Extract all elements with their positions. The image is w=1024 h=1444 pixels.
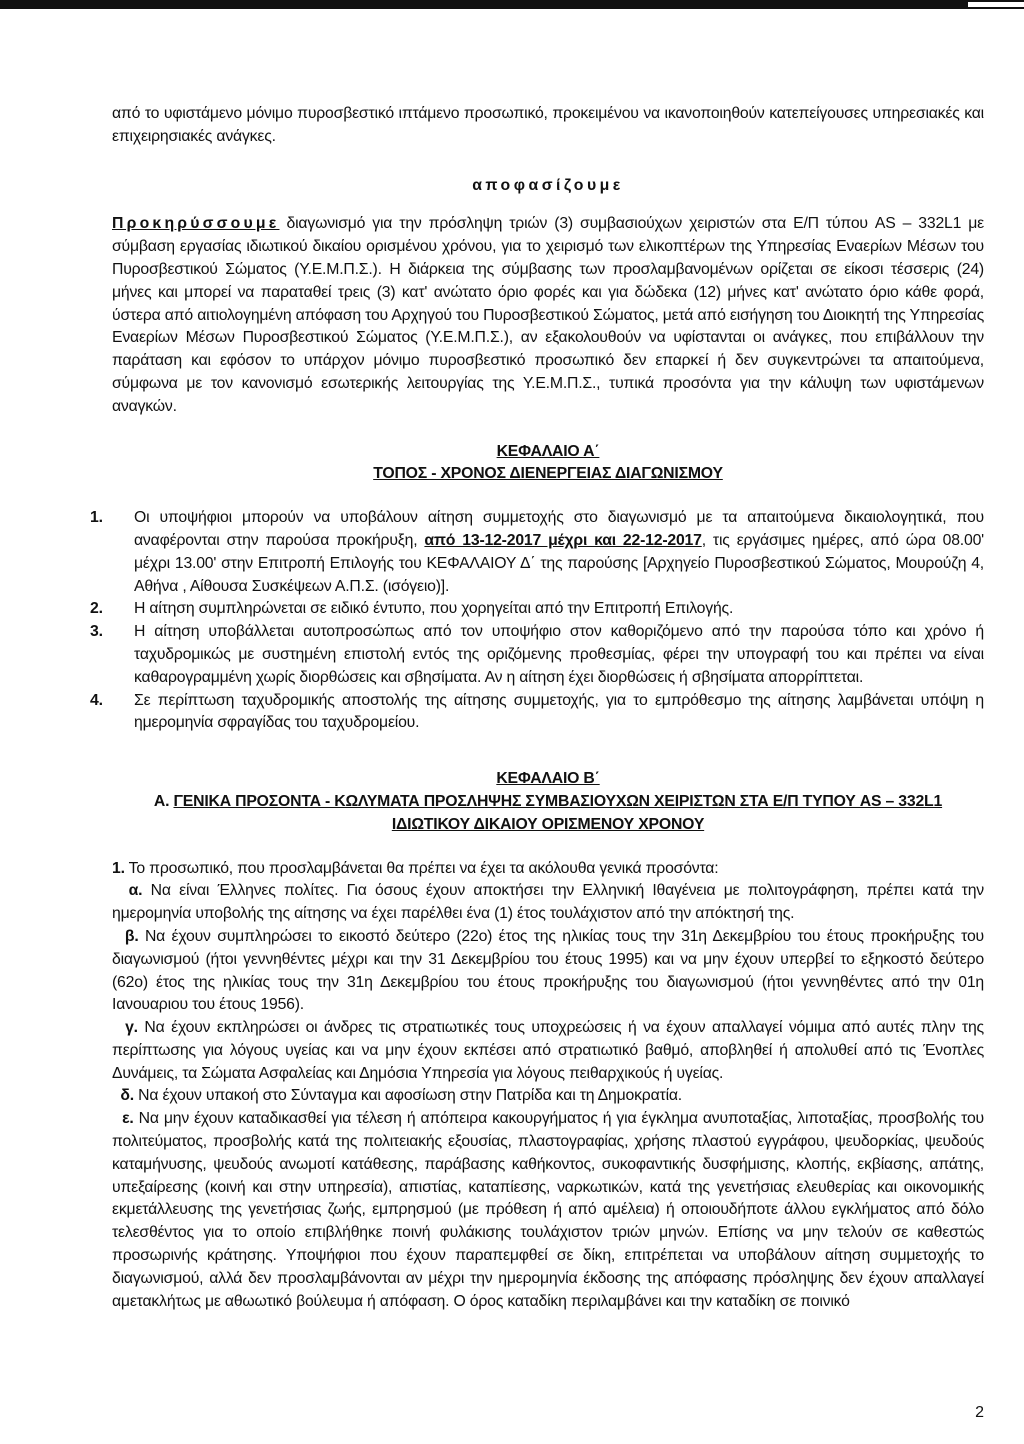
chapter-a-subtitle: ΤΟΠΟΣ - ΧΡΟΝΟΣ ΔΙΕΝΕΡΓΕΙΑΣ ΔΙΑΓΩΝΙΣΜΟΥ [373,465,723,483]
chapter-b-item-delta [112,1085,984,1108]
chapter-b-item-epsilon [112,1108,984,1313]
chapter-a-title: ΚΕΦΑΛΑΙΟ Α΄ [496,442,600,460]
item-number: 3. [90,623,103,641]
scan-top-border-gap [968,2,1024,7]
decision-heading: αποφασίζουμε [472,176,624,194]
chapter-a-item-4 [90,690,984,736]
proclamation-lead: Προκηρύσσουμε [112,215,280,233]
intro-paragraph: από το υφιστάμενο μόνιμο πυροσβεστικό ιπτάμενο προσωπικό, προκειμένου να ικανοποιηθούν κατεπείγουσες υπηρεσιακές και επιχειρησιακές ανάγκες. [112,105,984,145]
item-letter: γ. [125,1019,138,1037]
chapter-a-item-3 [90,621,984,689]
item-text: Η αίτηση συμπληρώνεται σε ειδικό έντυπο, που χορηγείται από την Επιτροπή Επιλογής. [134,600,734,618]
chapter-b-subtitle [112,791,984,814]
item-text: , τις εργάσιμες ημέρες, από ώρα 08.00' μέχρι 13.00' στην Επιτροπή Επιλογής του ΚΕΦΑΛΑΙΟΥ Δ΄ της παρούσης [Αρχηγείο Πυροσβεστικού Σώματος, Μουρούζη 4, Αθήνα , Αίθουσα Συσκέψεων Α.Π.Σ. (ισόγειο)]. [134,531,984,595]
chapter-b-title: ΚΕΦΑΛΑΙΟ Β΄ [496,770,600,788]
item-text: Η αίτηση υποβάλλεται αυτοπροσώπως από τον υποψήφιο στον καθοριζόμενο από την παρούσα τόπο και χρόνο ή ταχυδρομικώς με συστημένη επιστολή εντός της οριζόμενης προθεσμίας, φέρει την υπογραφή του και πρέπει να είναι καθαρογραμμένη χωρίς διορθώσεις και σβησίματα. Αν η αίτηση έχει διορθώσεις ή σβησίματα απορρίπτεται. [134,623,984,686]
chapter-b-item-beta [112,926,984,1017]
item-text: Να έχουν εκπληρώσει οι άνδρες τις στρατιωτικές τους υποχρεώσεις ή να έχουν απαλλαγεί νόμιμα από αυτές πλην της περίπτωσης για λόγους υγείας και να μην έχουν εκπέσει από στρατιωτικό βαθμό, αποβληθεί ή απολυθεί από τις Ένοπλες Δυνάμεις, τα Σώματα Ασφαλείας και Δημόσια Υπηρεσία για λόγους πειθαρχικούς ή υγείας. [112,1019,984,1082]
lead-text: Το προσωπικό, που προσλαμβάνεται θα πρέπει να έχει τα ακόλουθα γενικά προσόντα: [124,859,719,877]
item-number: 4. [90,691,103,709]
item-number: 1. [90,509,103,527]
proclamation-paragraph [112,213,984,418]
item-text: Να μην έχουν καταδικασθεί για τέλεση ή απόπειρα κακουργήματος ή για έγκλημα ανυποταξίας, λιποταξίας, προσβολής του πολιτεύματος, προσβολής κατά της πολιτειακής εξουσίας, πλαστογραφίας, χρήσης πλαστού εγγράφου, ψευδορκίας, ψευδούς καταμήνυσης, ψευδούς ανωμοτί κατάθεσης, παράβασης καθήκοντος, συκοφαντικής δυσφήμισης, κλοπής, εκβίασης, απάτης, υπεξαίρεσης (κοινή και στην υπηρεσία), απιστίας, καταπίεσης, ναρκωτικών, κατά της γενετήσιας ελευθερίας και οικονομικής εκμετάλλευσης της γενετήσιας ζωής, εμπρησμού (με πρόθεση ή από αμέλεια) ή οποιουδήποτε άλλου εγκλήματος από δόλο τελεσθέντος για το οποίο επιβλήθηκε ποινή φυλάκισης τουλάχιστον τριών μηνών. Επίσης να μην τελούν σε καθεστώς προσωρινής κράτησης. Υποψήφιοι που έχουν παραπεμφθεί σε δίκη, επιτρέπεται να υποβάλουν αίτηση συμμετοχής το διαγωνισμού, αλλά δεν προσλαμβάνονται αν μέχρι την ημερομηνία έκδοσης της απόφασης πρόσληψης δεν έχουν απαλλαγεί αμετακλήτως με αθωωτικό βούλευμα ή απόφαση. Ο όρος καταδίκη περιλαμβάνει και την καταδίκη σε ποινικό [112,1110,984,1310]
item-text: Οι υποψήφιοι μπορούν να υποβάλουν αίτηση συμμετοχής στο διαγωνισμό με τα απαιτούμενα δικαιολογητικά, που αναφέρονται στην παρούσα προκήρυξη, [134,509,984,549]
item-letter: ε. [122,1110,134,1128]
lead-number: 1. [112,859,125,877]
scan-top-border [0,0,1024,9]
item-letter: β. [124,927,139,945]
item-letter: δ. [120,1087,134,1105]
chapter-b-subtitle-prefix: Α. [153,792,174,810]
chapter-a-item-2 [90,598,984,621]
chapter-b-lead [112,858,984,881]
item-letter: α. [128,882,143,900]
chapter-b-item-gamma [112,1017,984,1085]
chapter-b-subtitle-line-1: ΓΕΝΙΚΑ ΠΡΟΣΟΝΤΑ - ΚΩΛΥΜΑΤΑ ΠΡΟΣΛΗΨΗΣ ΣΥΜΒΑΣΙΟΥΧΩΝ ΧΕΙΡΙΣΤΩΝ ΣΤΑ Ε/Π ΤΥΠΟΥ AS – 332L1 [173,792,943,810]
page-number: 2 [975,1404,984,1421]
document-page [90,103,984,1313]
item-text: Να είναι Έλληνες πολίτες. Για όσους έχουν αποκτήσει την Ελληνική Ιθαγένεια με πολιτογράφηση, πρέπει κατά την ημερομηνία υποβολής της αίτησης να έχει παρέλθει ένα (1) έτος τουλάχιστον από την απόκτησή της. [112,882,984,923]
item-text: Να έχουν συμπληρώσει το εικοστό δεύτερο (22ο) έτος της ηλικίας τους την 31η Δεκεμβρίου του έτους προκήρυξης του διαγωνισμού (ήτοι γεννηθέντες μέχρι και την 31 Δεκεμβρίου του έτους 1995) και να μην έχουν υπερβεί το εξηκοστό δεύτερο (62ο) έτος της ηλικίας τους την 31η Δεκεμβρίου του έτους προκήρυξης του διαγωνισμού (ήτοι γεννηθέντες από την 01η Ιανουαριου του έτους 1956). [112,927,984,1014]
item-text: Σε περίπτωση ταχυδρομικής αποστολής της αίτησης συμμετοχής, για το εμπρόθεσμο της αίτησης λαμβάνεται υπόψη η ημερομηνία σφραγίδας του ταχυδρομείου. [134,691,984,732]
submission-dates: από 13-12-2017 μέχρι και 22-12-2017 [424,531,702,549]
item-number: 2. [90,600,103,618]
proclamation-text: διαγωνισμό για την πρόσληψη τριών (3) συμβασιούχων χειριστών στα Ε/Π τύπου AS – 332L1 με σύμβαση εργασίας ιδιωτικού δικαίου ορισμένου χρόνου, για το χειρισμό των ελικοπτέρων της Υπηρεσίας Εναερίων Μέσων του Πυροσβεστικού Σώματος (Υ.Ε.Μ.Π.Σ.). Η διάρκεια της σύμβασης των προσλαμβανομένων ορίζεται σε είκοσι τέσσερις (24) μήνες και μπορεί να παραταθεί τρεις (3) κατ' ανώτατο όριο φορές και για δώδεκα (12) μήνες κατ' ανώτατο όριο κάθε φορά, ύστερα από αιτιολογημένη απόφαση του Αρχηγού του Πυροσβεστικού Σώματος, μετά από εισήγηση του Διοικητή της Υπηρεσίας Εναερίων Μέσων Πυροσβεστικού Σώματος (Υ.Ε.Μ.Π.Σ.), αν εξακολουθούν να υφίστανται οι ανάγκες, που επιβάλλουν την παράταση και εφόσον το υπάρχον μόνιμο πυροσβεστικό προσωπικό δεν επαρκεί ή δεν συγκεντρώνει τα απαιτούμενα, σύμφωνα με τον κανονισμό εσωτερικής λειτουργίας της Υ.Ε.Μ.Π.Σ., τυπικά προσόντα για την κάλυψη των υφιστάμενων αναγκών. [112,215,984,415]
chapter-a-item-1 [90,507,984,598]
chapter-b-item-alpha [112,880,984,926]
chapter-b-subtitle-line-2: ΙΔΙΩΤΙΚΟΥ ΔΙΚΑΙΟΥ ΟΡΙΣΜΕΝΟΥ ΧΡΟΝΟΥ [391,815,705,833]
item-text: Να έχουν υπακοή στο Σύνταγμα και αφοσίωση στην Πατρίδα και τη Δημοκρατία. [133,1087,682,1105]
